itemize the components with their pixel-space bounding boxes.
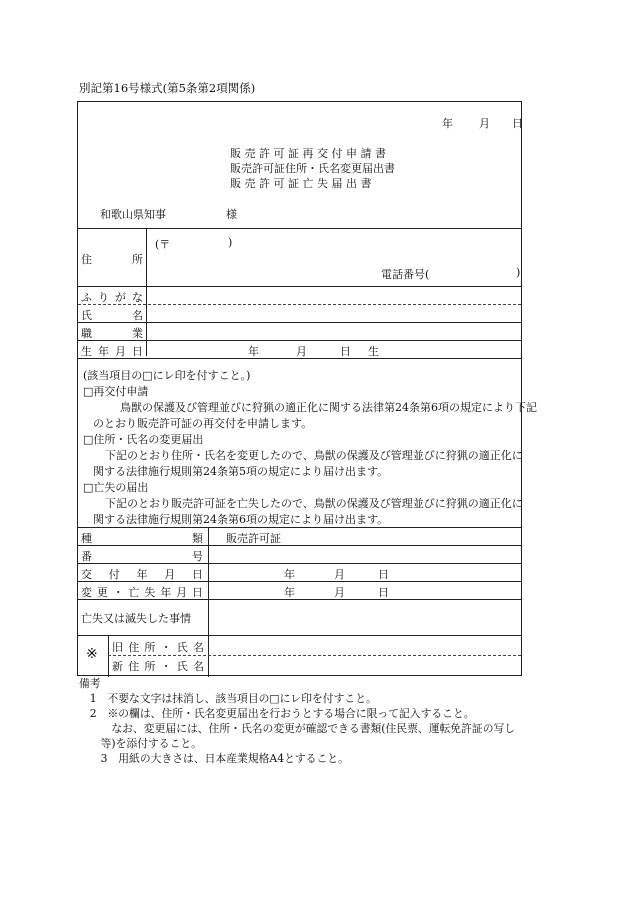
type-label [81, 530, 203, 546]
reissue-text-line: のとおり販売許可証の再交付を申請します。 [93, 417, 313, 430]
label-char: 名 [192, 641, 204, 654]
label-char: 種 [81, 532, 92, 545]
issue-day: 日 [378, 568, 389, 581]
label-char: 月 [176, 586, 188, 599]
label-char: 号 [192, 550, 203, 563]
label-char: 職 [81, 327, 92, 340]
label-char: 月 [115, 345, 126, 358]
dashed-divider [108, 655, 521, 656]
issue-month: 月 [334, 568, 345, 581]
form-number: 別記第16号様式(第5条第2項関係) [79, 81, 256, 95]
change-text-line: 関する法律施行規則第24条第5項の規定により届け出ます。 [93, 465, 389, 478]
birth-day: 日 [340, 345, 351, 358]
label-char: 所 [144, 660, 156, 673]
addressee-name: 和歌山県知事 [100, 208, 166, 221]
label-char: 氏 [176, 660, 188, 673]
label-char: 業 [132, 327, 143, 340]
label-char: 新 [112, 660, 123, 673]
note-line: 1 不要な文字は抹消し、該当項目の□にレ印を付すこと。 [79, 692, 377, 705]
label-char: 付 [108, 568, 120, 581]
occupation-label [81, 325, 143, 341]
label-char: 生 [81, 345, 92, 358]
label-char: 名 [192, 660, 204, 673]
divider [78, 581, 521, 582]
label-char: 日 [132, 345, 143, 358]
label-char: 月 [164, 568, 176, 581]
furigana-label [81, 289, 143, 305]
name-label [81, 307, 143, 323]
change-year: 年 [284, 586, 295, 599]
loss-option[interactable]: □亡失の届出 [83, 481, 149, 494]
dashed-divider [78, 304, 521, 305]
birth-month: 月 [296, 345, 307, 358]
change-day: 日 [378, 586, 389, 599]
divider [78, 563, 521, 564]
label-char: 日 [191, 586, 203, 599]
title-reissue: 販 売 許 可 証 再 交 付 申 請 書 [230, 147, 386, 160]
label-char: ・ [160, 660, 172, 673]
change-month: 月 [334, 586, 345, 599]
divider [78, 228, 521, 229]
date-month: 月 [479, 117, 490, 130]
reissue-text-line: 鳥獣の保護及び管理並びに狩猟の適正化に関する法律第24条第6項の規定により下記 [120, 401, 537, 414]
label-char: 年 [136, 568, 148, 581]
note-line: 等)を添付すること。 [79, 737, 202, 750]
label-char: 年 [160, 586, 172, 599]
date-year: 年 [442, 117, 453, 130]
label-char: 住 [128, 660, 140, 673]
postal-code-field[interactable]: (〒 [155, 238, 171, 251]
date-day: 日 [512, 117, 523, 130]
address-label-char: 住 [81, 253, 92, 266]
label-char: 番 [81, 550, 92, 563]
note-line: なお、変更届には、住所・氏名の変更が確認できる書類(住民票、運転免許証の写し [79, 722, 516, 735]
label-column-divider [146, 228, 147, 356]
change-text-line: 下記のとおり住所・氏名を変更したので、鳥獣の保護及び管理並びに狩猟の適正化に [105, 449, 523, 462]
label-char: ・ [112, 586, 124, 599]
label-char: 交 [81, 568, 92, 581]
divider [78, 322, 521, 323]
label-char: 失 [144, 586, 156, 599]
label-char: 所 [144, 641, 156, 654]
divider [78, 545, 521, 546]
label-char: が [115, 291, 126, 304]
issue-year: 年 [284, 568, 295, 581]
label-char: 日 [192, 568, 203, 581]
reissue-option[interactable]: □再交付申請 [83, 385, 149, 398]
label-char: ふ [81, 291, 92, 304]
label-char: 亡 [128, 586, 140, 599]
label-char: 更 [96, 586, 108, 599]
application-form [77, 101, 537, 676]
notes-title: 備考 [79, 677, 101, 690]
title-loss: 販 売 許 可 証 亡 失 届 出 書 [230, 177, 372, 190]
divider [78, 527, 521, 528]
phone-number-close: ) [516, 266, 521, 279]
checkbox-instruction: (該当項目の□にレ印を付すこと。) [83, 369, 251, 382]
issue-date-label [81, 566, 203, 582]
license-type-value: 販売許可証 [226, 532, 281, 545]
note-line: 3 用紙の大きさは、日本産業規格A4とすること。 [79, 752, 349, 765]
addressee-honorific: 様 [226, 208, 237, 221]
divider [78, 358, 521, 359]
change-option[interactable]: □住所・氏名の変更届出 [83, 433, 204, 446]
mark-column-divider [108, 635, 109, 677]
postal-code-close: ) [228, 236, 233, 249]
label-char: 氏 [176, 641, 188, 654]
label-char: り [98, 291, 109, 304]
number-label [81, 548, 203, 564]
label-char: 年 [98, 345, 109, 358]
birth-year: 年 [248, 345, 259, 358]
label-char: 旧 [112, 641, 123, 654]
loss-text-line: 関する法律施行規則第24条第6項の規定により届け出ます。 [93, 513, 389, 526]
notes-section [79, 676, 515, 766]
divider [78, 340, 521, 341]
label-char: な [132, 291, 143, 304]
change-date-label [81, 584, 203, 600]
new-address-name-label [112, 658, 204, 674]
label-char: 類 [192, 532, 203, 545]
loss-reason-label: 亡失又は滅失した事情 [81, 612, 191, 625]
label-char: 名 [132, 309, 143, 322]
note-line: 2 ※の欄は、住所・氏名変更届出を行おうとする場合に限って記入すること。 [79, 707, 475, 720]
divider [78, 599, 521, 600]
label-char: 氏 [81, 309, 92, 322]
label-char: 変 [81, 586, 92, 599]
change-section-mark: ※ [86, 646, 98, 662]
birth-date-label [81, 343, 143, 359]
label-char: 住 [128, 641, 140, 654]
phone-number-field[interactable]: 電話番号( [381, 268, 430, 281]
divider [78, 635, 521, 636]
birth-suffix: 生 [368, 345, 379, 358]
title-change: 販売許可証住所・氏名変更届出書 [230, 162, 395, 175]
old-address-name-label [112, 639, 204, 655]
address-label-char: 所 [132, 253, 143, 266]
address-label [81, 251, 143, 267]
divider [78, 286, 521, 287]
label-char: ・ [160, 641, 172, 654]
loss-text-line: 下記のとおり販売許可証を亡失したので、鳥獣の保護及び管理並びに狩猟の適正化に [105, 497, 523, 510]
